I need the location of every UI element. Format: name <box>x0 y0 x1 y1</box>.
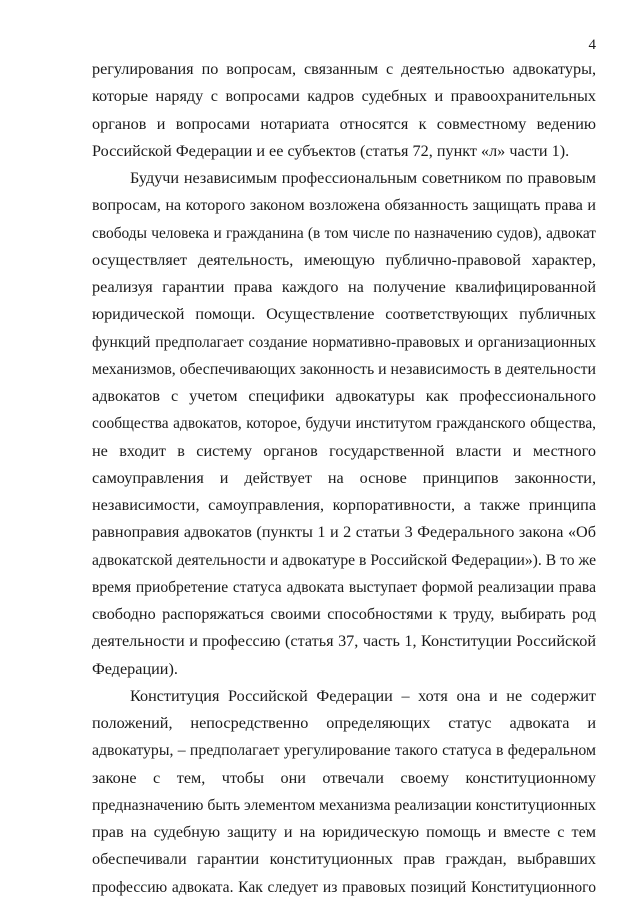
document-body <box>92 56 596 901</box>
text-line: прав на судебную защиту и на юридическую помощь и вместе с тем <box>92 823 596 841</box>
text-line: положений, непосредственно определяющих статус адвоката и <box>92 714 596 732</box>
text-line: Конституция Российской Федерации – хотя она и не содержит <box>130 686 596 705</box>
text-line: адвокатской деятельности и адвокатуре в Российской Федерации»). В то же <box>92 551 596 569</box>
text-line: механизмов, обеспечивающих законность и независимость в деятельности <box>92 360 596 378</box>
text-line: не входит в систему органов государственной власти и местного <box>92 441 596 460</box>
text-line: реализуя гарантии права каждого на получение квалифицированной <box>92 278 596 296</box>
text-line: свободно распоряжаться своими способностями к труду, выбирать род <box>92 605 596 623</box>
text-line: деятельности и профессию (статья 37, часть 1, Конституции Российской <box>92 632 596 651</box>
text-line: самоуправления и действует на основе принципов законности, <box>92 468 596 487</box>
text-line: законе с тем, чтобы они отвечали своему конституционному <box>92 768 596 787</box>
text-line: обеспечивали гарантии конституционных прав граждан, выбравших <box>92 850 596 869</box>
text-line: адвокатов с учетом специфики адвокатуры как профессионального <box>92 387 596 405</box>
text-line: время приобретение статуса адвоката выступает формой реализации права <box>92 578 596 596</box>
text-line: органов и вопросами нотариата относятся к совместному ведению <box>92 114 596 133</box>
text-line: вопросам, на которого законом возложена обязанность защищать права и <box>92 197 596 215</box>
text-line: независимости, самоуправления, корпоративности, а также принципа <box>92 496 596 514</box>
text-line: равноправия адвокатов (пункты 1 и 2 статьи 3 Федерального закона «Об <box>92 523 596 542</box>
text-line: осуществляет деятельность, имеющую публично-правовой характер, <box>92 250 596 269</box>
text-line: адвокатуры, – предполагает урегулирование такого статуса в федеральном <box>92 742 596 760</box>
text-line: Федерации). <box>92 659 178 678</box>
text-line: сообщества адвокатов, которое, будучи институтом гражданского общества, <box>92 415 596 433</box>
text-line: которые наряду с вопросами кадров судебных и правоохранительных <box>92 87 596 106</box>
text-line: функций предполагает создание нормативно-правовых и организационных <box>92 333 596 351</box>
text-line: Будучи независимым профессиональным советником по правовым <box>130 169 596 187</box>
text-line: Российской Федерации и ее субъектов (статья 72, пункт «л» части 1). <box>92 141 570 160</box>
text-line: свободы человека и гражданина (в том числе по назначению судов), адвокат <box>92 224 596 242</box>
text-line: регулирования по вопросам, связанным с деятельностью адвокатуры, <box>92 60 596 78</box>
text-line: профессию адвоката. Как следует из правовых позиций Конституционного <box>92 878 596 896</box>
text-line: юридической помощи. Осуществление соответствующих публичных <box>92 305 596 324</box>
text-line: предназначению быть элементом механизма реализации конституционных <box>92 796 596 814</box>
page-number: 4 <box>588 37 596 53</box>
